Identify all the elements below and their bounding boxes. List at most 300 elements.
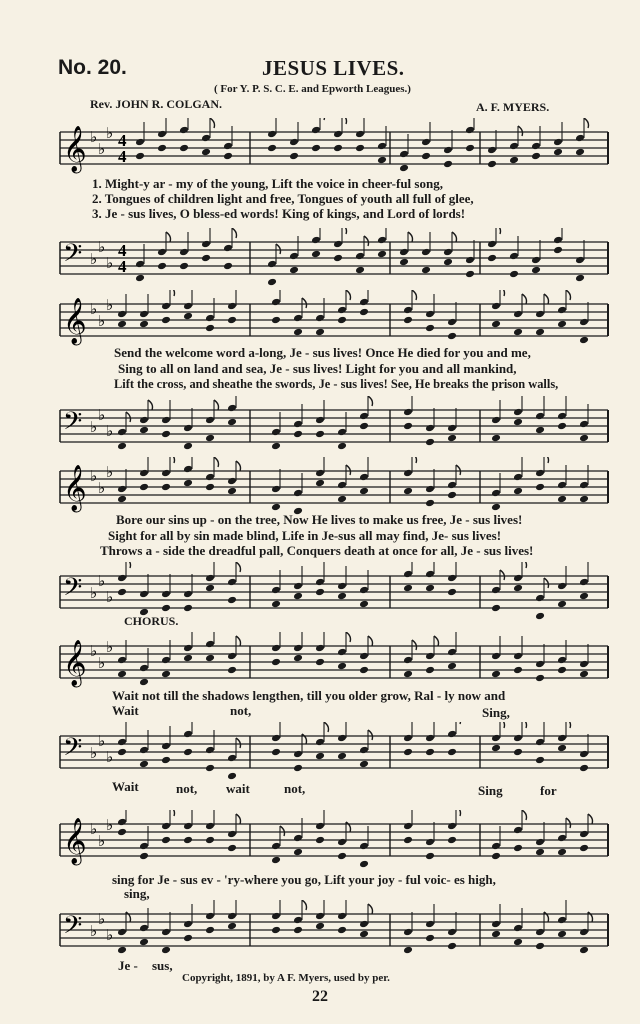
- note-head: [425, 934, 435, 943]
- note-head: [421, 266, 431, 275]
- note-flag: [544, 578, 549, 588]
- note-head: [399, 258, 409, 267]
- note-head: [513, 844, 523, 853]
- flat-icon: ♭: [106, 748, 114, 766]
- note-head: [117, 588, 127, 597]
- note-head: [139, 938, 149, 947]
- note-head: [465, 270, 475, 279]
- note-head: [293, 654, 303, 663]
- note-head: [205, 483, 215, 492]
- note-head: [359, 666, 369, 675]
- note-head: [557, 422, 567, 431]
- note-head: [337, 495, 347, 504]
- note-head: [227, 844, 237, 853]
- note-flag: [236, 738, 241, 748]
- note-head: [579, 592, 589, 601]
- flat-icon: ♭: [106, 463, 114, 481]
- note-head: [465, 144, 475, 153]
- note-flag: [408, 232, 413, 242]
- note-flag: [500, 722, 505, 728]
- lyric-verse-1-line-2: Send the welcome word a-long, Je - sus lives! Once He died for you and me,: [114, 345, 531, 360]
- note-head: [315, 430, 325, 439]
- note-head: [575, 148, 585, 157]
- chorus-alto-lyric-2: sing,: [124, 886, 150, 901]
- note-head: [425, 438, 435, 447]
- flat-icon: ♭: [90, 584, 98, 602]
- note-head: [535, 942, 545, 951]
- note-head: [447, 434, 457, 443]
- note-head: [161, 946, 171, 955]
- note-head: [161, 836, 171, 845]
- note-head: [337, 662, 347, 671]
- note-head: [267, 144, 277, 153]
- flat-icon: ♭: [98, 572, 106, 590]
- note-head: [183, 312, 193, 321]
- note-head: [271, 748, 281, 757]
- note-flag: [456, 810, 461, 816]
- note-head: [293, 430, 303, 439]
- flat-icon: ♭: [106, 816, 114, 834]
- note-flag: [368, 396, 373, 406]
- note-head: [183, 748, 193, 757]
- note-head: [579, 764, 589, 773]
- note-head: [337, 316, 347, 325]
- note-flag: [522, 294, 527, 304]
- note-head: [161, 316, 171, 325]
- note-head: [443, 160, 453, 169]
- flat-icon: ♭: [106, 254, 114, 272]
- note-head: [513, 487, 523, 496]
- note-head: [205, 764, 215, 773]
- note-head: [403, 836, 413, 845]
- note-head: [271, 442, 281, 451]
- note-head: [359, 760, 369, 769]
- treble-clef-icon: 𝄞: [63, 640, 87, 686]
- note-head: [359, 308, 369, 317]
- note-head: [447, 836, 457, 845]
- note-head: [535, 674, 545, 683]
- flat-icon: ♭: [98, 732, 106, 750]
- note-flag: [452, 232, 457, 242]
- treble-clef-icon: 𝄞: [63, 818, 87, 864]
- time-signature-numeral: 4: [118, 241, 127, 260]
- note-flag: [126, 562, 131, 568]
- note-head: [289, 152, 299, 161]
- flat-icon: ♭: [90, 642, 98, 660]
- bass-clef-icon: 𝄢: [63, 733, 83, 768]
- note-head: [227, 487, 237, 496]
- time-signature-numeral: 4: [118, 147, 127, 166]
- note-head: [227, 316, 237, 325]
- note-head: [179, 262, 189, 271]
- note-flag: [346, 465, 351, 475]
- note-head: [315, 836, 325, 845]
- lyric-verse-3-line-3: Throws a - side the dreadful pall, Conquers death at once for all, Je - sus lives!: [100, 543, 534, 558]
- bass-clef-icon: 𝄢: [63, 573, 83, 608]
- note-head: [223, 262, 233, 271]
- note-flag: [566, 290, 571, 300]
- flat-icon: ♭: [98, 479, 106, 497]
- note-head: [535, 756, 545, 765]
- note-head: [205, 584, 215, 593]
- note-head: [117, 946, 127, 955]
- note-flag: [324, 722, 329, 732]
- chorus-alto-word: Sing,: [482, 705, 510, 720]
- flat-icon: ♭: [98, 312, 106, 330]
- note-head: [403, 487, 413, 496]
- note-head: [117, 828, 127, 837]
- treble-staff-system-2: [0, 290, 640, 350]
- note-head: [447, 942, 457, 951]
- note-head: [205, 654, 215, 663]
- note-head: [535, 426, 545, 435]
- note-head: [509, 156, 519, 165]
- note-head: [557, 744, 567, 753]
- note-head: [513, 584, 523, 593]
- flat-icon: ♭: [106, 124, 114, 142]
- note-head: [421, 152, 431, 161]
- note-flag: [412, 457, 417, 463]
- note-head: [337, 752, 347, 761]
- bass-clef-icon: 𝄢: [63, 911, 83, 946]
- note-head: [271, 856, 281, 865]
- note-head: [161, 604, 171, 613]
- note-flag: [496, 228, 501, 234]
- note-flag: [126, 412, 131, 422]
- note-flag: [170, 457, 175, 463]
- note-head: [333, 254, 343, 263]
- bass-staff-chorus-2: [0, 900, 640, 964]
- flat-icon: ♭: [98, 654, 106, 672]
- note-head: [333, 144, 343, 153]
- note-head: [183, 836, 193, 845]
- note-head: [117, 748, 127, 757]
- flat-icon: ♭: [90, 922, 98, 940]
- note-flag: [346, 290, 351, 300]
- note-head: [579, 946, 589, 955]
- flat-icon: ♭: [90, 744, 98, 762]
- note-head: [227, 922, 237, 931]
- note-head: [579, 495, 589, 504]
- note-head: [139, 320, 149, 329]
- note-head: [161, 430, 171, 439]
- note-head: [161, 483, 171, 492]
- note-head: [513, 418, 523, 427]
- note-head: [271, 600, 281, 609]
- note-flag: [434, 636, 439, 646]
- note-head: [575, 274, 585, 283]
- note-head: [315, 922, 325, 931]
- note-head: [227, 418, 237, 427]
- note-head: [205, 926, 215, 935]
- note-head: [289, 266, 299, 275]
- note-head: [425, 852, 435, 861]
- note-head: [425, 666, 435, 675]
- note-head: [377, 156, 387, 165]
- note-flag: [236, 636, 241, 646]
- note-head: [139, 760, 149, 769]
- note-head: [509, 270, 519, 279]
- chorus-label: CHORUS.: [124, 614, 179, 628]
- chorus-alto-word: Wait: [112, 703, 139, 718]
- lyricist-credit: Rev. JOHN R. COLGAN.: [90, 97, 222, 111]
- lyric-verse-2-line-2: Sing to all on land and sea, Je - sus lives! Light for you and all mankind,: [118, 361, 517, 376]
- note-head: [557, 666, 567, 675]
- note-head: [315, 328, 325, 337]
- lyric-verse-3-line-2: Lift the cross, and sheathe the swords, Je - sus lives! See, He breaks the prison walls,: [114, 377, 559, 391]
- flat-icon: ♭: [106, 926, 114, 944]
- note-flag: [148, 400, 153, 410]
- note-head: [531, 152, 541, 161]
- note-head: [271, 658, 281, 667]
- note-head: [157, 262, 167, 271]
- note-flag: [280, 826, 285, 836]
- lyric-verse-2-line-3: Sight for all by sin made blind, Life in Je-sus all may find, Je- sus lives!: [108, 528, 502, 543]
- flat-icon: ♭: [98, 910, 106, 928]
- note-head: [359, 600, 369, 609]
- hymn-title: JESUS LIVES.: [262, 56, 405, 80]
- note-head: [513, 748, 523, 757]
- chorus-bass-word: sus,: [152, 958, 173, 973]
- treble-staff-system-3: [0, 457, 640, 517]
- staff-lines: [60, 410, 608, 442]
- chorus-bass-word: for: [540, 783, 557, 798]
- flat-icon: ♭: [90, 467, 98, 485]
- note-head: [425, 584, 435, 593]
- note-flag: [346, 632, 351, 642]
- note-head: [161, 670, 171, 679]
- flat-icon: ♭: [106, 588, 114, 606]
- staff-lines: [60, 132, 608, 164]
- note-head: [557, 848, 567, 857]
- note-flag: [364, 236, 369, 246]
- note-head: [535, 848, 545, 857]
- note-head: [491, 320, 501, 329]
- note-head: [315, 752, 325, 761]
- note-head: [403, 584, 413, 593]
- chorus-bass-word: not,: [284, 781, 306, 796]
- flat-icon: ♭: [90, 128, 98, 146]
- note-head: [117, 670, 127, 679]
- note-head: [227, 772, 237, 781]
- chorus-soprano-lyric-1: Wait not till the shadows lengthen, till you older grow, Ral - ly now and: [112, 688, 506, 703]
- note-flag: [166, 232, 171, 242]
- note-head: [359, 422, 369, 431]
- note-head: [557, 600, 567, 609]
- time-signature-numeral: 4: [118, 131, 127, 150]
- note-flag: [236, 814, 241, 824]
- note-flag: [170, 290, 175, 296]
- note-head: [513, 666, 523, 675]
- treble-staff-chorus-1: [0, 632, 640, 692]
- note-head: [337, 852, 347, 861]
- flat-icon: ♭: [98, 238, 106, 256]
- bass-clef-icon: 𝄢: [63, 407, 83, 442]
- note-head: [579, 670, 589, 679]
- note-head: [139, 852, 149, 861]
- note-head: [377, 250, 387, 259]
- note-head: [447, 588, 457, 597]
- chorus-alto-word: not,: [230, 703, 252, 718]
- note-head: [227, 666, 237, 675]
- note-flag: [214, 457, 219, 467]
- note-head: [487, 254, 497, 263]
- note-head: [553, 246, 563, 255]
- note-head: [403, 422, 413, 431]
- note-flag: [368, 636, 373, 646]
- note-flag: [214, 400, 219, 410]
- lyric-verse-3-line-1: 3. Je - sus lives, O bless-ed words! King of kings, and Lord of lords!: [92, 206, 466, 221]
- note-head: [513, 328, 523, 337]
- chorus-bass-word: Sing: [478, 783, 503, 798]
- note-flag: [566, 818, 571, 828]
- note-head: [117, 442, 127, 451]
- hymn-dedication: ( For Y. P. S. C. E. and Epworth Leagues.): [214, 83, 411, 95]
- note-head: [267, 278, 277, 287]
- flat-icon: ♭: [98, 832, 106, 850]
- note-head: [337, 926, 347, 935]
- note-flag: [522, 722, 527, 728]
- composer-credit: A. F. MYERS.: [476, 100, 550, 114]
- note-head: [403, 670, 413, 679]
- note-flag: [584, 118, 589, 128]
- note-head: [425, 748, 435, 757]
- note-head: [531, 266, 541, 275]
- note-head: [491, 852, 501, 861]
- flat-icon: ♭: [90, 418, 98, 436]
- note-head: [337, 442, 347, 451]
- note-head: [205, 324, 215, 333]
- note-flag: [412, 290, 417, 300]
- note-head: [447, 491, 457, 500]
- note-head: [315, 588, 325, 597]
- note-flag: [236, 461, 241, 471]
- note-flag: [544, 294, 549, 304]
- note-head: [425, 499, 435, 508]
- note-flag: [456, 465, 461, 475]
- note-head: [447, 748, 457, 757]
- page-number: 22: [312, 988, 328, 1005]
- chorus-bass-word: not,: [176, 781, 198, 796]
- note-head: [205, 434, 215, 443]
- note-head: [359, 930, 369, 939]
- note-head: [447, 662, 457, 671]
- note-head: [557, 495, 567, 504]
- note-head: [535, 328, 545, 337]
- note-head: [491, 503, 501, 512]
- note-head: [293, 592, 303, 601]
- flat-icon: ♭: [98, 406, 106, 424]
- note-head: [403, 946, 413, 955]
- note-flag: [412, 640, 417, 650]
- note-head: [271, 503, 281, 512]
- bass-staff-system-1: [0, 228, 640, 292]
- note-head: [513, 938, 523, 947]
- note-flag: [236, 562, 241, 572]
- note-head: [579, 844, 589, 853]
- note-flag: [588, 814, 593, 824]
- note-head: [425, 324, 435, 333]
- note-head: [205, 836, 215, 845]
- note-head: [491, 744, 501, 753]
- note-flag: [302, 900, 307, 910]
- note-flag: [566, 722, 571, 728]
- note-head: [183, 934, 193, 943]
- bass-staff-system-3: [0, 562, 640, 626]
- treble-clef-icon: 𝄞: [63, 298, 87, 344]
- note-head: [403, 316, 413, 325]
- note-head: [157, 144, 167, 153]
- lyric-verse-2-line-1: 2. Tongues of children light and free, Tongues of youth all full of glee,: [92, 191, 474, 206]
- note-head: [135, 274, 145, 283]
- note-head: [491, 930, 501, 939]
- chorus-bass-word: Je -: [118, 958, 138, 973]
- hymn-number: No. 20.: [58, 56, 127, 79]
- chorus-soprano-lyric-2: sing for Je - sus ev - 'ry-where you go, Lift your joy - ful voic- es high,: [112, 872, 496, 887]
- note-head: [183, 654, 193, 663]
- note-flag: [368, 904, 373, 914]
- chorus-bass-word: wait: [226, 781, 250, 796]
- note-head: [139, 483, 149, 492]
- note-head: [271, 926, 281, 935]
- bass-staff-system-2: [0, 396, 640, 460]
- note-head: [487, 160, 497, 169]
- note-head: [183, 442, 193, 451]
- treble-staff-system-1: [0, 118, 640, 178]
- note-head: [579, 336, 589, 345]
- staff-lines: [60, 304, 608, 336]
- note-flag: [368, 730, 373, 740]
- time-signature-numeral: 4: [118, 257, 127, 276]
- note-head: [399, 164, 409, 173]
- note-head: [443, 258, 453, 267]
- flat-icon: ♭: [90, 250, 98, 268]
- note-head: [227, 596, 237, 605]
- note-flag: [232, 228, 237, 238]
- note-head: [535, 612, 545, 621]
- flat-icon: ♭: [106, 638, 114, 656]
- note-head: [553, 148, 563, 157]
- flat-icon: ♭: [98, 140, 106, 158]
- note-flag: [170, 810, 175, 816]
- note-head: [311, 144, 321, 153]
- staff-lines: [60, 824, 608, 856]
- note-head: [355, 144, 365, 153]
- note-flag: [500, 290, 505, 296]
- note-head: [447, 332, 457, 341]
- note-flag: [302, 298, 307, 308]
- treble-clef-icon: 𝄞: [63, 126, 87, 172]
- flat-icon: ♭: [106, 422, 114, 440]
- note-head: [491, 434, 501, 443]
- note-head: [359, 487, 369, 496]
- bass-staff-chorus-1: [0, 722, 640, 786]
- note-flag: [342, 228, 347, 234]
- note-head: [557, 930, 567, 939]
- note-head: [491, 604, 501, 613]
- note-head: [271, 316, 281, 325]
- note-head: [201, 148, 211, 157]
- note-head: [183, 604, 193, 613]
- note-flag: [500, 570, 505, 580]
- note-flag: [544, 457, 549, 463]
- note-head: [491, 670, 501, 679]
- note-head: [139, 426, 149, 435]
- note-head: [223, 152, 233, 161]
- treble-clef-icon: 𝄞: [63, 465, 87, 511]
- note-head: [337, 592, 347, 601]
- note-flag: [276, 244, 281, 254]
